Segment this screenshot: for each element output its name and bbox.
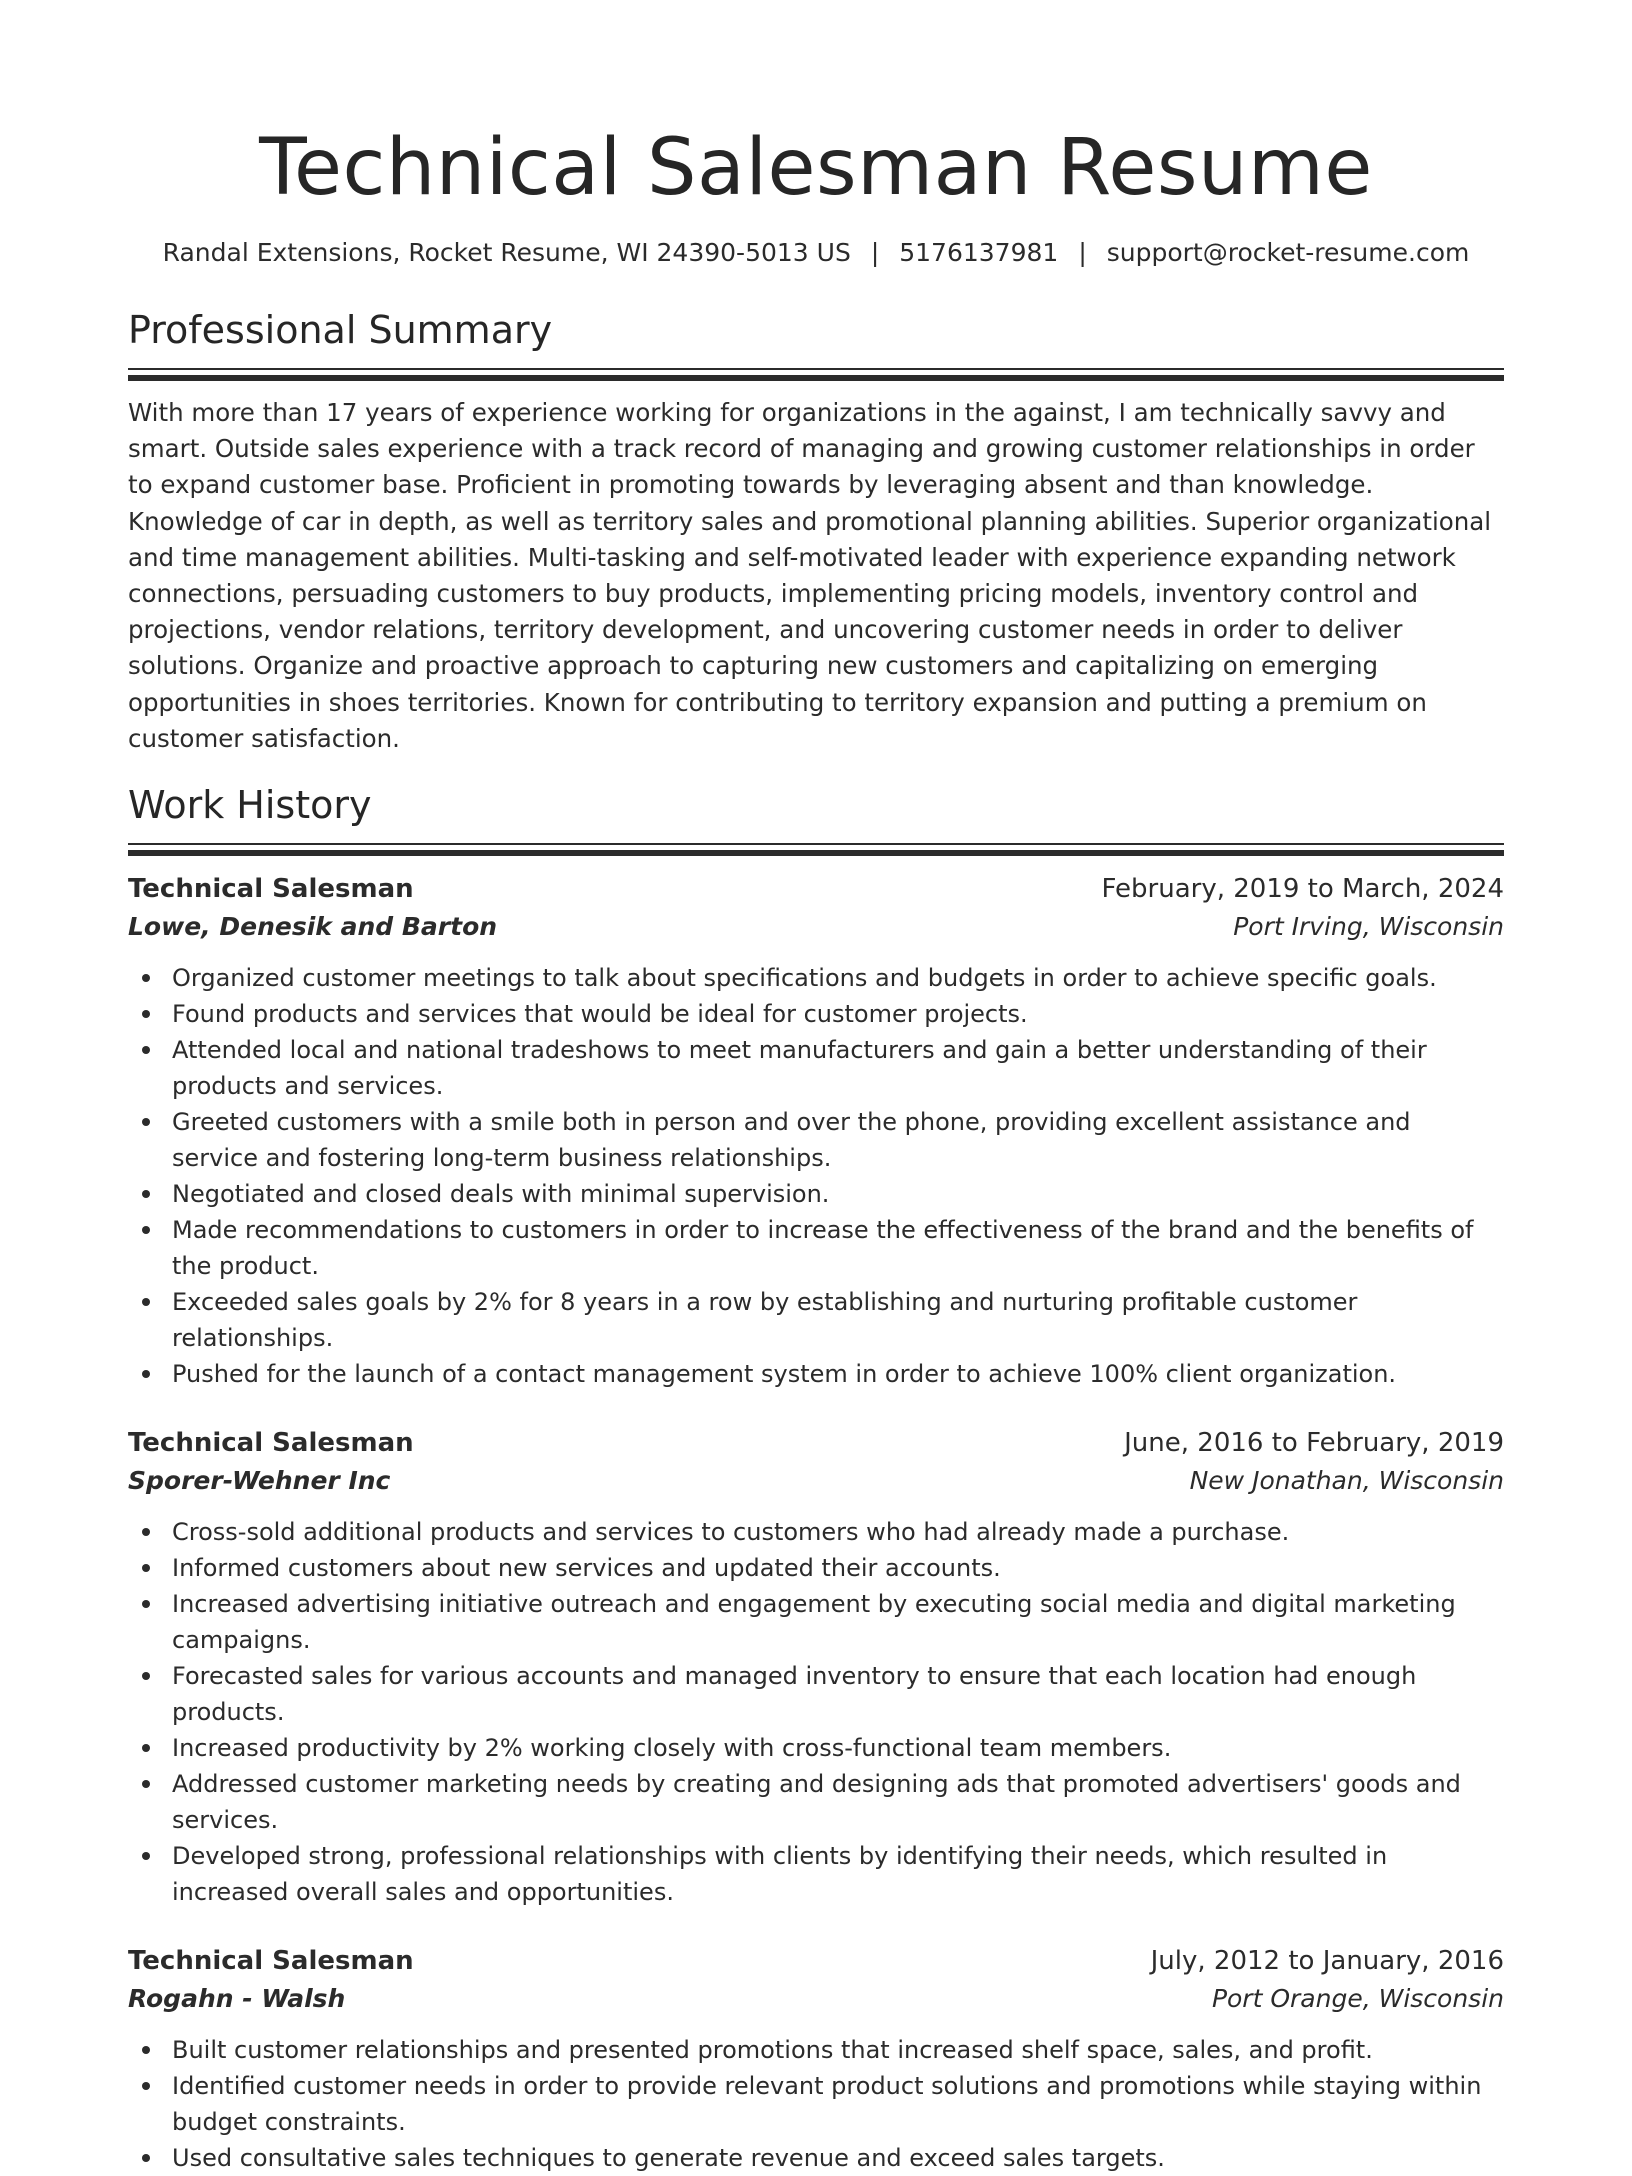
contact-email: support@rocket-resume.com <box>1106 238 1470 267</box>
job-title: Technical Salesman <box>128 1946 414 1977</box>
section-divider <box>128 843 1504 856</box>
job-bullet: Increased productivity by 2% working closely with cross-functional team members. <box>172 1730 1504 1766</box>
section-divider <box>128 368 1504 381</box>
job-title: Technical Salesman <box>128 874 414 905</box>
job-bullet-list <box>128 1514 1504 1910</box>
job-bullet-list <box>128 960 1504 1392</box>
job-company: Rogahn - Walsh <box>128 1984 346 2014</box>
job-bullet: Attended local and national tradeshows to meet manufacturers and gain a better understanding of their products and services. <box>172 1032 1504 1104</box>
job-bullet: Greeted customers with a smile both in person and over the phone, providing excellent assistance and service and fostering long-term business relationships. <box>172 1104 1504 1176</box>
job-location: New Jonathan, Wisconsin <box>1189 1466 1504 1496</box>
section-heading-work-history: Work History <box>128 783 372 828</box>
job-bullet: Identified customer needs in order to provide relevant product solutions and promotions while staying within budget constraints. <box>172 2068 1504 2140</box>
contact-separator: | <box>870 238 880 267</box>
job-bullet: Used consultative sales techniques to generate revenue and exceed sales targets. <box>172 2140 1504 2176</box>
resume-title: Technical Salesman Resume <box>259 123 1373 213</box>
job-company: Lowe, Denesik and Barton <box>128 912 498 942</box>
job-entry <box>128 1942 1504 2176</box>
job-bullet: Informed customers about new services and updated their accounts. <box>172 1550 1504 1586</box>
job-entry <box>128 1424 1504 1910</box>
job-entry <box>128 870 1504 1392</box>
job-location: Port Orange, Wisconsin <box>1211 1984 1504 2014</box>
job-bullet: Cross-sold additional products and services to customers who had already made a purchase. <box>172 1514 1504 1550</box>
contact-address: Randal Extensions, Rocket Resume, WI 24390-5013 US <box>162 238 851 267</box>
job-bullet: Made recommendations to customers in order to increase the effectiveness of the brand and the benefits of the product. <box>172 1212 1504 1284</box>
job-bullet: Pushed for the launch of a contact management system in order to achieve 100% client organization. <box>172 1356 1504 1392</box>
job-location: Port Irving, Wisconsin <box>1233 912 1504 942</box>
contact-phone: 5176137981 <box>899 238 1059 267</box>
job-dates: June, 2016 to February, 2019 <box>1124 1428 1504 1459</box>
job-header-row <box>128 870 1504 908</box>
job-bullet: Forecasted sales for various accounts and managed inventory to ensure that each location had enough products. <box>172 1658 1504 1730</box>
work-history-section <box>128 781 1504 2176</box>
professional-summary-section <box>128 306 1504 757</box>
job-bullet: Found products and services that would be ideal for customer projects. <box>172 996 1504 1032</box>
job-bullet: Addressed customer marketing needs by creating and designing ads that promoted advertisers' goods and services. <box>172 1766 1504 1838</box>
resume-page <box>128 0 1504 2176</box>
job-subheader-row <box>128 908 1504 946</box>
job-bullet: Increased advertising initiative outreach and engagement by executing social media and digital marketing campaigns. <box>172 1586 1504 1658</box>
job-bullet: Negotiated and closed deals with minimal supervision. <box>172 1176 1504 1212</box>
contact-separator: | <box>1078 238 1087 267</box>
job-bullet-list <box>128 2032 1504 2176</box>
job-bullet: Developed strong, professional relationships with clients by identifying their needs, which resulted in increased overall sales and opportunities. <box>172 1838 1504 1910</box>
job-bullet: Organized customer meetings to talk about specifications and budgets in order to achieve specific goals. <box>172 960 1504 996</box>
contact-info <box>128 236 1504 270</box>
job-title: Technical Salesman <box>128 1428 414 1459</box>
job-company: Sporer-Wehner Inc <box>128 1466 391 1496</box>
job-subheader-row <box>128 1462 1504 1500</box>
job-bullet: Exceeded sales goals by 2% for 8 years in a row by establishing and nurturing profitable customer relationships. <box>172 1284 1504 1356</box>
job-dates: July, 2012 to January, 2016 <box>1150 1946 1504 1977</box>
job-header-row <box>128 1424 1504 1462</box>
job-header-row <box>128 1942 1504 1980</box>
job-subheader-row <box>128 1980 1504 2018</box>
summary-paragraph: With more than 17 years of experience working for organizations in the against, I am technically savvy and smart. Outside sales experience with a track record of managing and growing customer relationships in order to expand customer base. Proficient in promoting towards by leveraging absent and than knowledge. Knowledge of car in depth, as well as territory sales and promotional planning abilities. Superior organizational and time management abilities. Multi-tasking and self-motivated leader with experience expanding network connections, persuading customers to buy products, implementing pricing models, inventory control and projections, vendor relations, territory development, and uncovering customer needs in order to deliver solutions. Organize and proactive approach to capturing new customers and capitalizing on emerging opportunities in shoes territories. Known for contributing to territory expansion and putting a premium on customer satisfaction. <box>128 398 1492 753</box>
job-dates: February, 2019 to March, 2024 <box>1101 874 1504 905</box>
section-heading-summary: Professional Summary <box>128 308 553 352</box>
job-bullet: Built customer relationships and presented promotions that increased shelf space, sales, and profit. <box>172 2032 1504 2068</box>
